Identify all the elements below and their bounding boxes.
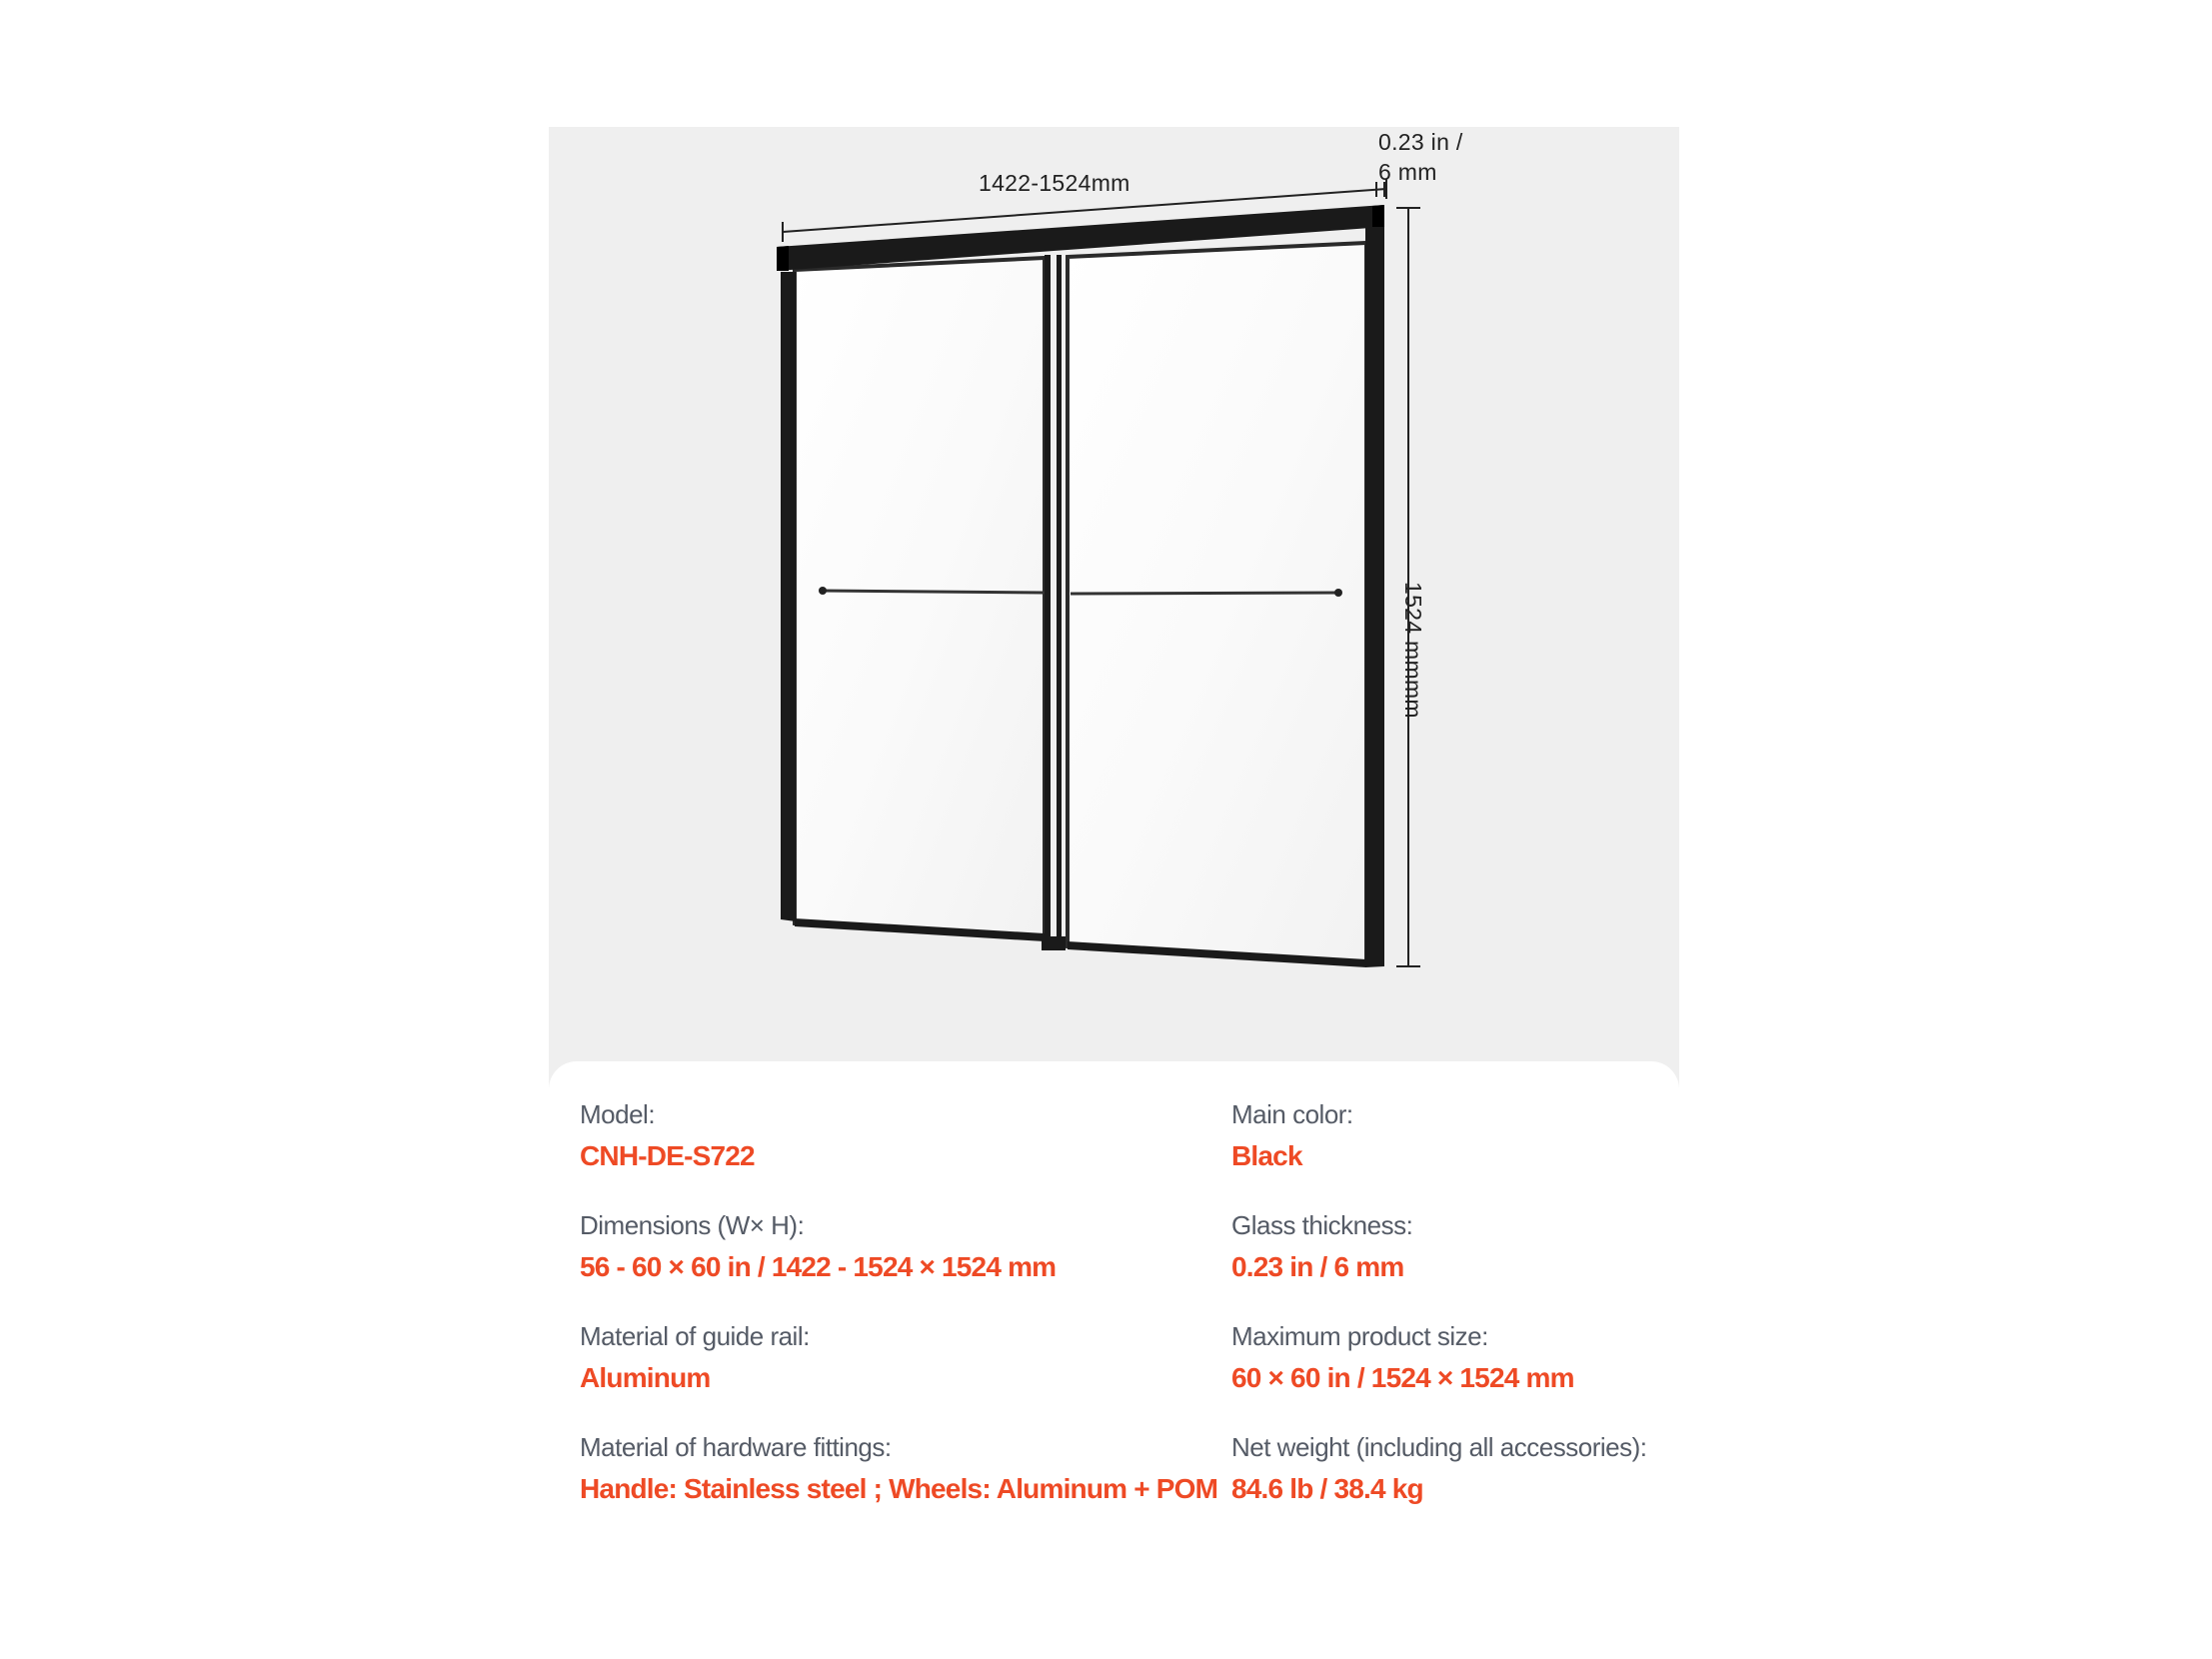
thickness-dimension-label (1378, 127, 1463, 187)
spec-value: 56 - 60 × 60 in / 1422 - 1524 × 1524 mm (580, 1251, 1057, 1282)
left-glass-panel (795, 258, 1045, 938)
spec-panel (549, 1061, 1679, 1544)
product-card (549, 127, 1679, 1544)
right-post (1365, 226, 1384, 967)
thickness-label-line2: 6 mm (1378, 159, 1437, 185)
spec-value: CNH-DE-S722 (580, 1140, 755, 1171)
spec-label: Maximum product size: (1231, 1321, 1488, 1351)
spec-model (580, 1097, 1199, 1174)
shower-door-drawing (549, 127, 1679, 1066)
spec-guide-rail-material (580, 1319, 1199, 1396)
right-glass-panel (1068, 243, 1366, 963)
spec-label: Model: (580, 1099, 656, 1129)
width-dimension-label: 1422-1524mm (979, 170, 1130, 196)
spec-label: Material of guide rail: (580, 1321, 810, 1351)
shower-door-illustration (549, 127, 1679, 1066)
spec-value: 60 × 60 in / 1524 × 1524 mm (1231, 1362, 1574, 1393)
spec-main-color (1231, 1097, 1671, 1174)
spec-value: Handle: Stainless steel ; Wheels: Aluminum + POM (580, 1473, 1218, 1504)
spec-value: 0.23 in / 6 mm (1231, 1251, 1404, 1282)
thickness-label-line1: 0.23 in / (1378, 129, 1463, 155)
height-dimension-label: 1524 mmmm (1400, 582, 1426, 719)
center-stile (1045, 255, 1051, 938)
spec-value: Black (1231, 1140, 1302, 1171)
spec-label: Glass thickness: (1231, 1210, 1413, 1240)
spec-value: 84.6 lb / 38.4 kg (1231, 1473, 1423, 1504)
spec-label: Main color: (1231, 1099, 1353, 1129)
spec-label: Material of hardware fittings: (580, 1432, 892, 1462)
spec-label: Net weight (including all accessories): (1231, 1432, 1647, 1462)
spec-label: Dimensions (W× H): (580, 1210, 805, 1240)
spec-glass-thickness (1231, 1208, 1671, 1285)
spec-net-weight (1231, 1430, 1671, 1507)
left-post (781, 272, 796, 921)
spec-dimensions (580, 1208, 1199, 1285)
spec-hardware-material (580, 1430, 1218, 1507)
spec-max-size (1231, 1319, 1671, 1396)
spec-value: Aluminum (580, 1362, 711, 1393)
